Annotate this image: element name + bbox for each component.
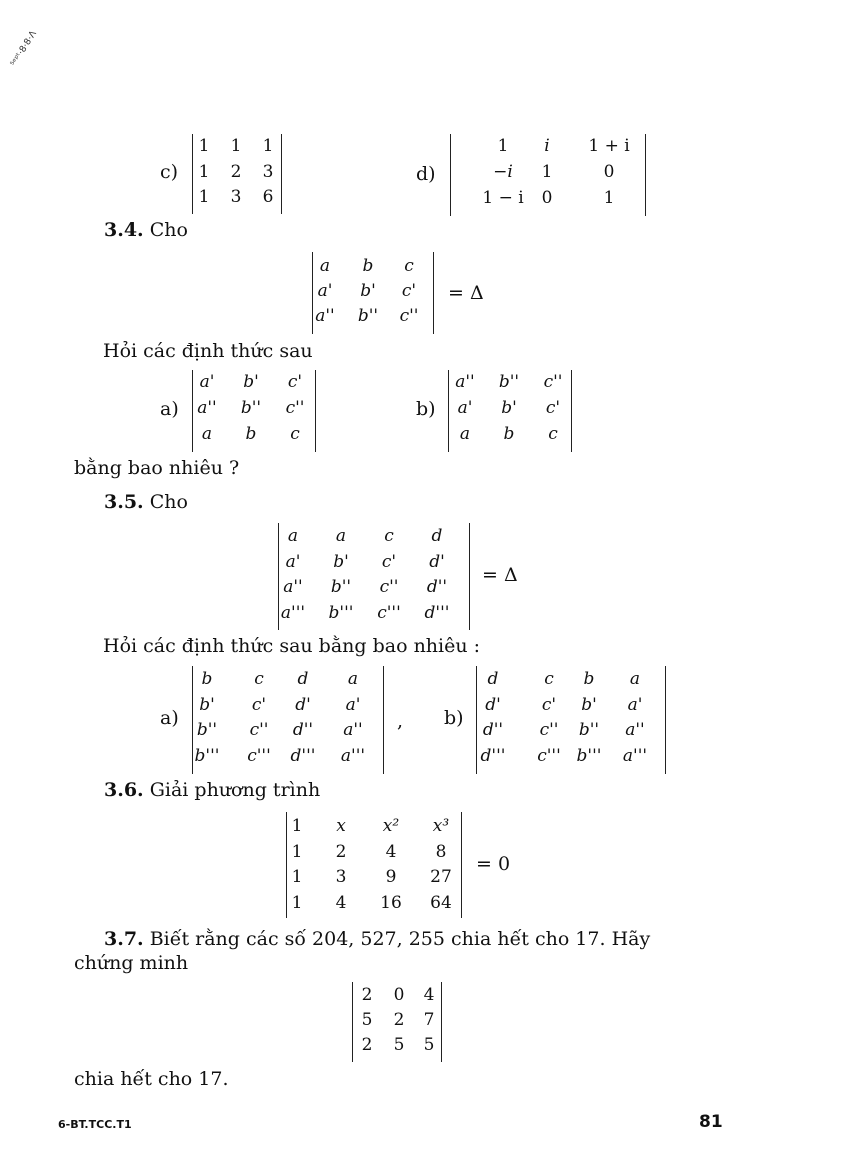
matrix-cell: 1	[291, 867, 303, 887]
matrix-cell: b''	[240, 398, 262, 418]
matrix-cell: c'	[401, 281, 417, 301]
determinant-d	[450, 134, 646, 216]
matrix-cell: d'	[295, 695, 311, 715]
matrix-cell: d''	[482, 720, 504, 740]
matrix-cell: x	[336, 816, 346, 836]
exercise-3-4-equals: = Δ	[448, 282, 484, 304]
matrix-cell: a	[459, 424, 471, 444]
exercise-3-7-number: 3.7.	[104, 928, 144, 950]
exercise-3-6-heading	[104, 779, 320, 801]
matrix-cell: 3	[262, 162, 274, 182]
matrix-cell: a'	[285, 552, 301, 572]
matrix-cell: c''	[249, 720, 269, 740]
page-number: 81	[699, 1112, 723, 1132]
matrix-cell: d	[431, 526, 443, 546]
exercise-3-5-label-a: a)	[160, 707, 179, 729]
matrix-cell: 1	[230, 136, 242, 156]
exercise-3-4-heading	[104, 219, 188, 241]
matrix-cell: 27	[430, 867, 452, 887]
exercise-3-4-number: 3.4.	[104, 219, 144, 241]
exercise-3-6-intro: Giải phương trình	[149, 779, 321, 801]
matrix-cell: a'	[627, 695, 643, 715]
matrix-cell: 1 − i	[482, 188, 524, 208]
matrix-cell: c	[290, 424, 300, 444]
exercise-3-7-line1	[104, 928, 650, 950]
exercise-3-5-heading	[104, 491, 188, 513]
matrix-cell: 7	[423, 1010, 435, 1030]
exercise-3-5-number: 3.5.	[104, 491, 144, 513]
matrix-cell: a	[287, 526, 299, 546]
part-d-label: d)	[416, 163, 436, 185]
matrix-cell: 2	[335, 842, 347, 862]
matrix-cell: d	[487, 669, 499, 689]
matrix-cell: c'''	[537, 746, 561, 766]
determinant-3-4-given	[312, 252, 434, 334]
matrix-cell: a'	[317, 281, 333, 301]
matrix-cell: b''	[578, 720, 600, 740]
matrix-cell: c''	[285, 398, 305, 418]
matrix-cell: c'	[541, 695, 557, 715]
determinant-3-4-b	[448, 370, 572, 452]
exercise-3-4-label-b: b)	[416, 398, 436, 420]
matrix-cell: a	[201, 424, 213, 444]
matrix-cell: 4	[423, 985, 435, 1005]
matrix-cell: 1	[541, 162, 553, 182]
matrix-cell: c'''	[377, 603, 401, 623]
matrix-cell: c'	[381, 552, 397, 572]
matrix-cell: 2	[361, 985, 373, 1005]
exercise-3-7-line2: chứng minh	[74, 952, 189, 974]
matrix-cell: b''	[357, 306, 379, 326]
matrix-cell: a'	[457, 398, 473, 418]
exercise-3-4-ending: bằng bao nhiêu ?	[74, 457, 240, 479]
exercise-3-5-question: Hỏi các định thức sau bằng bao nhiêu :	[103, 635, 481, 657]
matrix-cell: b'''	[328, 603, 354, 623]
exercise-3-5-equals: = Δ	[482, 564, 518, 586]
matrix-cell: d'''	[424, 603, 450, 623]
matrix-cell: b	[503, 424, 515, 444]
matrix-cell: a'	[199, 372, 215, 392]
exercise-3-4-question: Hỏi các định thức sau	[103, 340, 313, 362]
matrix-cell: c	[544, 669, 554, 689]
matrix-cell: a''	[455, 372, 475, 392]
matrix-cell: d'	[429, 552, 445, 572]
matrix-cell: d'	[485, 695, 501, 715]
exercise-3-6-equals: = 0	[476, 853, 511, 875]
determinant-3-5-a	[192, 666, 384, 774]
matrix-cell: 1 + i	[588, 136, 630, 156]
exercise-3-5-label-b: b)	[444, 707, 464, 729]
determinant-c	[192, 134, 282, 214]
matrix-cell: 3	[335, 867, 347, 887]
matrix-cell: 1	[198, 187, 210, 207]
matrix-cell: b'	[581, 695, 597, 715]
matrix-cell: c''	[399, 306, 419, 326]
matrix-cell: b	[245, 424, 257, 444]
matrix-cell: a''	[283, 577, 303, 597]
matrix-cell: x²	[382, 816, 400, 836]
matrix-cell: b'	[501, 398, 517, 418]
matrix-cell: b'	[199, 695, 215, 715]
exercise-3-4-intro: Cho	[149, 219, 188, 241]
matrix-cell: 1	[291, 842, 303, 862]
matrix-cell: 5	[423, 1035, 435, 1055]
matrix-cell: 2	[230, 162, 242, 182]
matrix-cell: c''	[379, 577, 399, 597]
determinant-3-7	[352, 982, 442, 1062]
exercise-3-7-statement: Biết rằng các số 204, 527, 255 chia hết cho 17. Hãy	[149, 928, 651, 950]
matrix-cell: c'	[287, 372, 303, 392]
matrix-cell: b'	[333, 552, 349, 572]
matrix-cell: 2	[361, 1035, 373, 1055]
matrix-cell: b''	[330, 577, 352, 597]
matrix-cell: b	[201, 669, 213, 689]
matrix-cell: 1	[497, 136, 509, 156]
matrix-cell: 9	[385, 867, 397, 887]
matrix-cell: 2	[393, 1010, 405, 1030]
matrix-cell: 1	[291, 893, 303, 913]
matrix-cell: a'''	[622, 746, 648, 766]
determinant-3-5-b	[476, 666, 666, 774]
matrix-cell: d	[297, 669, 309, 689]
matrix-cell: a	[335, 526, 347, 546]
matrix-cell: c''	[543, 372, 563, 392]
matrix-cell: a''	[343, 720, 363, 740]
exercise-3-7-ending: chia hết cho 17.	[74, 1068, 229, 1090]
matrix-cell: d'''	[290, 746, 316, 766]
matrix-cell: 16	[380, 893, 402, 913]
matrix-cell: c	[548, 424, 558, 444]
matrix-cell: c'	[251, 695, 267, 715]
matrix-cell: 6	[262, 187, 274, 207]
matrix-cell: d''	[426, 577, 448, 597]
matrix-cell: a'	[345, 695, 361, 715]
matrix-cell: a''	[315, 306, 335, 326]
determinant-3-4-a	[192, 370, 316, 452]
corner-mark: ⁵ᵉᵖᵗ·8·8·Ʌ	[9, 29, 39, 69]
matrix-cell: 0	[393, 985, 405, 1005]
matrix-cell: 5	[393, 1035, 405, 1055]
matrix-cell: c'''	[247, 746, 271, 766]
matrix-cell: x³	[432, 816, 450, 836]
exercise-3-4-label-a: a)	[160, 398, 179, 420]
matrix-cell: a'''	[340, 746, 366, 766]
matrix-cell: 1	[262, 136, 274, 156]
matrix-cell: 0	[603, 162, 615, 182]
matrix-cell: a	[347, 669, 359, 689]
matrix-cell: c''	[539, 720, 559, 740]
determinant-3-6	[286, 812, 462, 918]
matrix-cell: 4	[385, 842, 397, 862]
matrix-cell: b	[583, 669, 595, 689]
matrix-cell: 1	[198, 162, 210, 182]
matrix-cell: c'	[545, 398, 561, 418]
exercise-3-5-intro: Cho	[149, 491, 188, 513]
matrix-cell: 1	[603, 188, 615, 208]
matrix-cell: b''	[196, 720, 218, 740]
matrix-cell: 1	[291, 816, 303, 836]
exercise-3-5-separator: ,	[397, 710, 404, 732]
matrix-cell: 64	[430, 893, 452, 913]
matrix-cell: b	[362, 256, 374, 276]
matrix-cell: c	[384, 526, 394, 546]
matrix-cell: b''	[498, 372, 520, 392]
matrix-cell: a	[629, 669, 641, 689]
determinant-3-5-given	[278, 523, 470, 630]
matrix-cell: c	[404, 256, 414, 276]
matrix-cell: 3	[230, 187, 242, 207]
matrix-cell: b'''	[194, 746, 220, 766]
matrix-cell: 5	[361, 1010, 373, 1030]
matrix-cell: b'	[360, 281, 376, 301]
matrix-cell: i	[544, 136, 550, 156]
footer-code: 6-BT.TCC.T1	[58, 1118, 132, 1131]
matrix-cell: 1	[198, 136, 210, 156]
exercise-3-6-number: 3.6.	[104, 779, 144, 801]
matrix-cell: −i	[493, 162, 513, 182]
matrix-cell: a'''	[280, 603, 306, 623]
matrix-cell: 0	[541, 188, 553, 208]
matrix-cell: b'''	[576, 746, 602, 766]
part-c-label: c)	[160, 161, 179, 183]
matrix-cell: a''	[197, 398, 217, 418]
matrix-cell: a	[319, 256, 331, 276]
matrix-cell: d''	[292, 720, 314, 740]
matrix-cell: b'	[243, 372, 259, 392]
matrix-cell: 4	[335, 893, 347, 913]
matrix-cell: a''	[625, 720, 645, 740]
matrix-cell: 8	[435, 842, 447, 862]
matrix-cell: c	[254, 669, 264, 689]
matrix-cell: d'''	[480, 746, 506, 766]
